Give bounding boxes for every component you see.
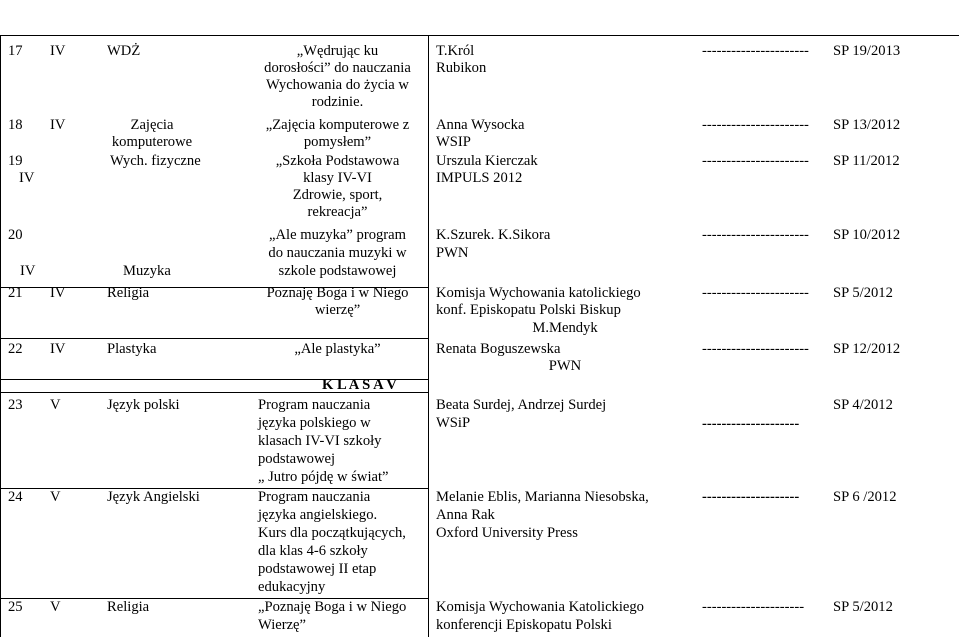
row-number: 17 — [8, 43, 23, 59]
program-line: podstawowej II etap — [258, 561, 377, 577]
program-line: edukacyjny — [258, 579, 326, 595]
dash-placeholder: ---------------------- — [702, 227, 809, 243]
author-line: Komisja Wychowania Katolickiego — [436, 599, 644, 615]
program-line: „Ale muzyka” program — [269, 227, 406, 243]
program-line: Poznaję Boga i w Niego — [266, 285, 409, 301]
table-border-top — [0, 35, 959, 36]
row-number: 22 — [8, 341, 23, 357]
column-divider — [428, 35, 429, 637]
author-line: Renata Boguszewska — [436, 341, 561, 357]
row-subject: Wych. fizyczne — [110, 153, 201, 169]
program-line: Wierzę” — [258, 617, 307, 633]
program-line: Program nauczania — [258, 397, 371, 413]
approval-number: SP 13/2012 — [833, 117, 901, 133]
row-grade: V — [50, 599, 61, 615]
approval-number: SP 10/2012 — [833, 227, 901, 243]
program-line: Program nauczania — [258, 489, 371, 505]
program-line: „Poznaję Boga i w Niego — [258, 599, 407, 615]
program-line: pomysłem” — [303, 134, 372, 150]
program-line: „Zajęcia komputerowe z — [265, 117, 410, 133]
author-line: Anna Wysocka — [436, 117, 525, 133]
row-number: 18 — [8, 117, 23, 133]
class-v-header: K L A S A V — [322, 377, 397, 393]
program-line: podstawowej — [258, 451, 336, 467]
program-line: „Szkoła Podstawowa — [275, 153, 400, 169]
row-grade: IV — [50, 117, 66, 133]
row-subject: Język Angielski — [107, 489, 200, 505]
dash-placeholder: ---------------------- — [702, 153, 809, 169]
dash-placeholder: ---------------------- — [702, 117, 809, 133]
row-subject: Plastyka — [107, 341, 157, 357]
dash-placeholder: ---------------------- — [702, 341, 809, 357]
row-subject: WDŻ — [107, 43, 141, 59]
author-line: T.Król — [436, 43, 475, 59]
row-grade: V — [50, 489, 61, 505]
row-subject: Muzyka — [123, 263, 171, 279]
author-line: konferencji Episkopatu Polski — [436, 617, 612, 633]
program-line: „ Jutro pójdę w świat” — [258, 469, 389, 485]
row-subject: komputerowe — [111, 134, 193, 150]
row-divider — [0, 338, 428, 339]
row-number: 23 — [8, 397, 23, 413]
row-number: 19 — [8, 153, 23, 169]
author-line: PWN — [436, 245, 469, 261]
program-line: klasy IV-VI — [303, 170, 372, 186]
row-grade: IV — [50, 285, 66, 301]
row-subject: Zajęcia — [130, 117, 174, 133]
author-line: Urszula Kierczak — [436, 153, 538, 169]
table-border-left — [0, 35, 1, 637]
row-number: 20 — [8, 227, 23, 243]
row-subject: Język polski — [107, 397, 180, 413]
dash-placeholder: --------------------- — [702, 599, 805, 615]
author-line: Melanie Eblis, Marianna Niesobska, — [436, 489, 649, 505]
program-line: rodzinie. — [311, 94, 364, 110]
program-line: rekreacja” — [307, 204, 368, 220]
author-line: WSIP — [436, 134, 471, 150]
program-line: języka angielskiego. — [258, 507, 378, 523]
row-number: 25 — [8, 599, 23, 615]
author-line: Beata Surdej, Andrzej Surdej — [436, 397, 607, 413]
program-line: dorosłości” do nauczania — [264, 60, 411, 76]
author-line: Rubikon — [436, 60, 487, 76]
program-line: do nauczania muzyki w — [268, 245, 407, 261]
author-line: Anna Rak — [436, 507, 495, 523]
program-line: języka polskiego w — [258, 415, 371, 431]
row-subject: Religia — [107, 285, 150, 301]
program-line: szkole podstawowej — [278, 263, 397, 279]
author-line: IMPULS 2012 — [436, 170, 523, 186]
author-line: M.Mendyk — [532, 320, 598, 336]
author-line: Oxford University Press — [436, 525, 578, 541]
row-grade: IV — [50, 43, 66, 59]
program-line: wierzę” — [314, 302, 361, 318]
program-line: Wychowania do życia w — [266, 77, 409, 93]
row-grade: V — [50, 397, 61, 413]
row-grade: IV — [50, 341, 66, 357]
author-line: WSiP — [436, 415, 471, 431]
dash-placeholder: -------------------- — [702, 416, 800, 432]
author-line: PWN — [548, 358, 582, 374]
program-line: „Ale plastyka” — [294, 341, 381, 357]
row-grade: IV — [20, 263, 36, 279]
program-line: Zdrowie, sport, — [292, 187, 383, 203]
dash-placeholder: -------------------- — [702, 489, 800, 505]
approval-number: SP 12/2012 — [833, 341, 901, 357]
row-grade: IV — [19, 170, 35, 186]
row-number: 24 — [8, 489, 23, 505]
dash-placeholder: ---------------------- — [702, 43, 809, 59]
dash-placeholder: ---------------------- — [702, 285, 809, 301]
program-line: dla klas 4-6 szkoły — [258, 543, 368, 559]
program-line: Kurs dla początkujących, — [258, 525, 406, 541]
approval-number: SP 5/2012 — [833, 285, 893, 301]
approval-number: SP 4/2012 — [833, 397, 893, 413]
author-line: Komisja Wychowania katolickiego — [436, 285, 641, 301]
program-line: „Wędrując ku — [296, 43, 379, 59]
approval-number: SP 19/2013 — [833, 43, 901, 59]
approval-number: SP 11/2012 — [833, 153, 900, 169]
approval-number: SP 5/2012 — [833, 599, 893, 615]
row-subject: Religia — [107, 599, 150, 615]
author-line: konf. Episkopatu Polski Biskup — [436, 302, 621, 318]
approval-number: SP 6 /2012 — [833, 489, 897, 505]
row-number: 21 — [8, 285, 23, 301]
author-line: K.Szurek. K.Sikora — [436, 227, 551, 243]
program-line: klasach IV-VI szkoły — [258, 433, 382, 449]
